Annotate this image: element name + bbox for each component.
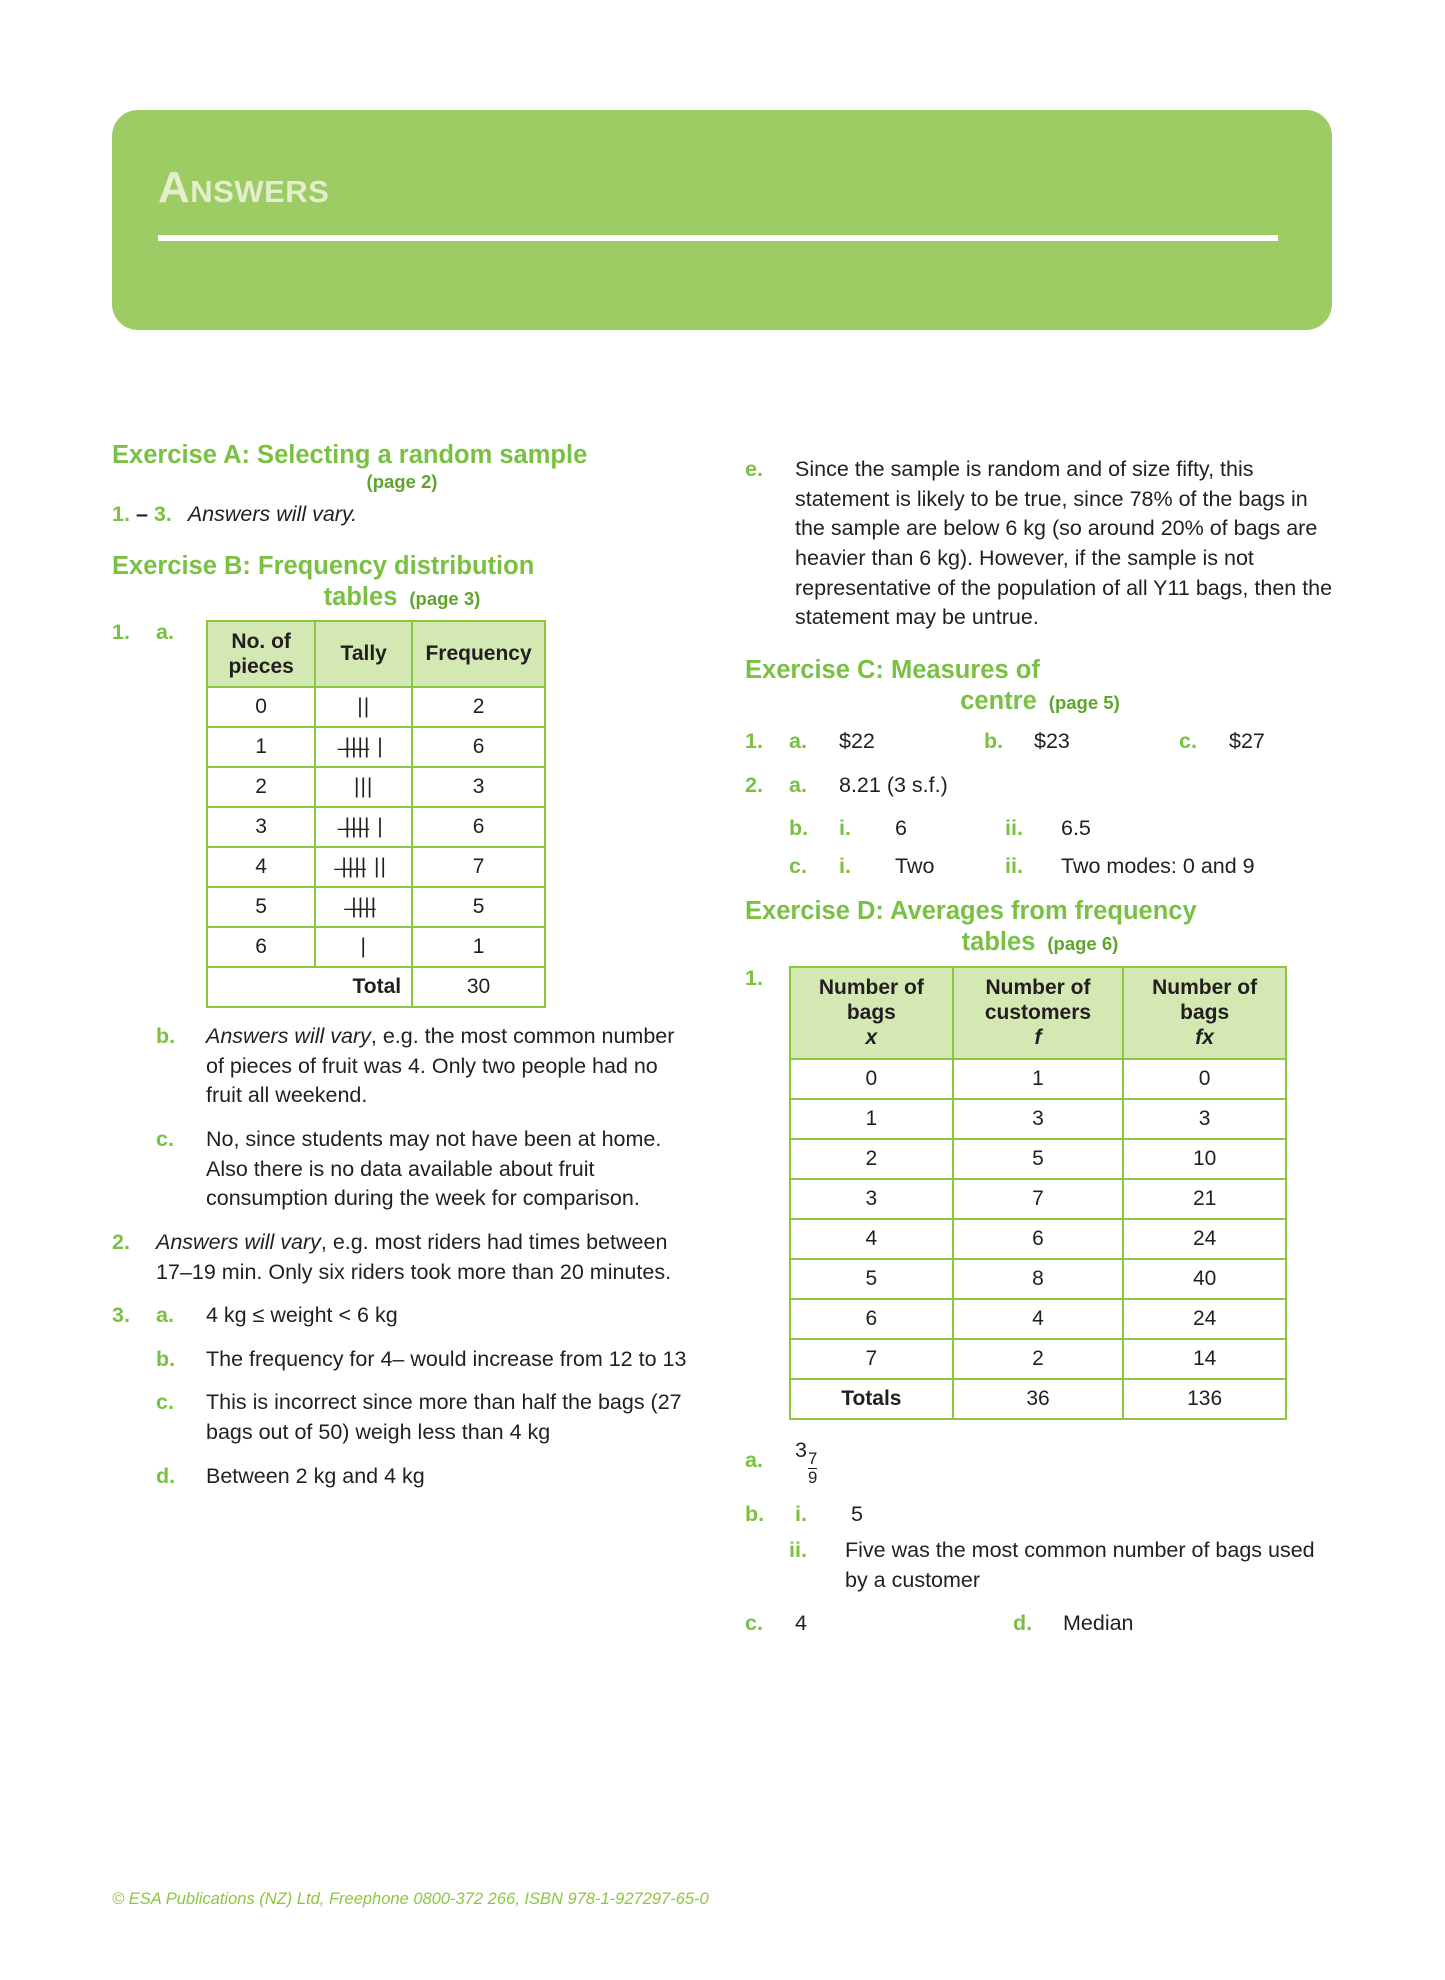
- question-number-1: 1.: [112, 619, 130, 644]
- cell-frequency: 2: [412, 687, 545, 727]
- cell-x: 6: [790, 1299, 953, 1339]
- cell-tally: ̶|̶|̶|̶| ||: [315, 847, 412, 887]
- header-frequency: Frequency: [412, 621, 545, 687]
- answer-3e: [745, 455, 1335, 633]
- answer-value-a: $22: [839, 729, 875, 754]
- exercise-a-pageref: (page 2): [366, 471, 438, 493]
- exercise-c-subtitle: centre: [960, 687, 1037, 716]
- answer-letter-b: b.: [745, 1502, 765, 1527]
- answer-value: 8.21 (3 s.f.): [839, 772, 948, 797]
- answer-roman-i: i.: [795, 1502, 807, 1527]
- answer-text-rest: , e.g. most riders had times between 17–19 min. Only six riders took more than 20 minutes.: [156, 1229, 672, 1284]
- answer-value-d: Median: [1063, 1611, 1134, 1636]
- cell-f: 8: [953, 1259, 1124, 1299]
- exercise-d-title-line1: Exercise D: Averages from frequency: [745, 896, 1197, 925]
- right-column: [745, 455, 1335, 1653]
- answer-c2c: [789, 852, 1335, 882]
- cell-frequency: 1: [412, 927, 545, 967]
- exercise-d-title-line2: [745, 927, 1335, 958]
- totals-f: 36: [953, 1379, 1124, 1419]
- table-row: [790, 1259, 1286, 1299]
- answer-d-a: [745, 1436, 1335, 1487]
- answer-roman-ii: ii.: [1005, 816, 1023, 841]
- answer-value-ii: Two modes: 0 and 9: [1061, 854, 1255, 879]
- total-value: 30: [412, 967, 545, 1007]
- cell-tally: ̶|̶|̶|̶| |: [315, 727, 412, 767]
- table-header-row: [790, 967, 1286, 1059]
- cell-x: 7: [790, 1339, 953, 1379]
- header-tally: Tally: [315, 621, 412, 687]
- fraction: [808, 1450, 817, 1486]
- cell-pieces: 0: [207, 687, 315, 727]
- answer-c2b: [789, 814, 1335, 844]
- exercise-c-heading: [745, 655, 1335, 717]
- answer-roman-i: i.: [839, 854, 851, 879]
- totals-label: Totals: [790, 1379, 953, 1419]
- answer-text-italic: Answers will vary: [206, 1023, 371, 1048]
- header-variable: fx: [1195, 1026, 1214, 1050]
- frequency-distribution-table: [206, 620, 546, 1008]
- fraction-denominator: 9: [807, 1467, 818, 1487]
- answer-text-rest: , e.g. the most common number of pieces of fruit was 4. Only two people had no fruit all weekend.: [206, 1023, 675, 1108]
- page-banner: [112, 110, 1332, 330]
- answer-text: The frequency for 4– would increase from 12 to 13: [206, 1346, 687, 1371]
- table-header-row: [207, 621, 545, 687]
- answer-letter-e: e.: [745, 457, 763, 481]
- cell-pieces: 3: [207, 807, 315, 847]
- table-row: [790, 1219, 1286, 1259]
- table-row: [790, 1099, 1286, 1139]
- exercise-d-pageref: (page 6): [1047, 932, 1119, 954]
- cell-f: 3: [953, 1099, 1124, 1139]
- table-row: [207, 887, 545, 927]
- answer-text: [206, 1022, 692, 1111]
- total-label: Total: [207, 967, 412, 1007]
- header-title: Number of bags: [818, 976, 924, 1025]
- answer-letter-d: d.: [1013, 1611, 1033, 1636]
- answer-3a: [112, 1301, 692, 1331]
- header-number-of-bags-x: [790, 967, 953, 1059]
- cell-x: 2: [790, 1139, 953, 1179]
- table-row: [207, 807, 545, 847]
- cell-tally: ̶|̶|̶|̶| |: [315, 807, 412, 847]
- table-row: [207, 727, 545, 767]
- answer-d-b-i: [745, 1500, 1335, 1530]
- header-variable: x: [865, 1026, 878, 1050]
- cell-pieces: 4: [207, 847, 315, 887]
- table-total-row: [207, 967, 545, 1007]
- answer-value-i: Two: [895, 854, 935, 879]
- answer-text: No, since students may not have been at home. Also there is no data available about fruit consumption during the week for comparison.: [206, 1126, 662, 1211]
- question-number-3: 3.: [112, 1303, 130, 1328]
- cell-f: 6: [953, 1219, 1124, 1259]
- answer-letter-b: b.: [789, 816, 809, 841]
- answer-value-i: 6: [895, 816, 907, 841]
- answer-letter-d: d.: [156, 1463, 176, 1488]
- cell-f: 7: [953, 1179, 1124, 1219]
- cell-x: 4: [790, 1219, 953, 1259]
- answer-value-mixed-fraction: [795, 1436, 1335, 1487]
- totals-fx: 136: [1123, 1379, 1286, 1419]
- answer-roman-ii: ii.: [789, 1537, 807, 1562]
- cell-fx: 24: [1123, 1219, 1286, 1259]
- cell-frequency: 6: [412, 807, 545, 847]
- answer-1c: [156, 1125, 692, 1214]
- answer-letter-c: c.: [745, 1611, 763, 1636]
- cell-pieces: 6: [207, 927, 315, 967]
- cell-fx: 40: [1123, 1259, 1286, 1299]
- question-number-2: 2.: [745, 772, 763, 797]
- cell-x: 5: [790, 1259, 953, 1299]
- answer-letter-c: c.: [789, 854, 807, 879]
- answer-letter-a: a.: [789, 772, 807, 797]
- exercise-b-title-line1: Exercise B: Frequency distribution: [112, 552, 535, 581]
- answer-3c: [156, 1388, 692, 1447]
- cell-f: 2: [953, 1339, 1124, 1379]
- table-row: [790, 1139, 1286, 1179]
- table-totals-row: [790, 1379, 1286, 1419]
- exercise-b-pageref: (page 3): [409, 588, 481, 610]
- answer-value-ii: 6.5: [1061, 816, 1091, 841]
- table-row: [207, 767, 545, 807]
- header-number-of-customers-f: [953, 967, 1124, 1059]
- cell-fx: 10: [1123, 1139, 1286, 1179]
- item-number-1: 1.: [112, 501, 130, 526]
- cell-fx: 14: [1123, 1339, 1286, 1379]
- answer-d-c-d: [745, 1609, 1335, 1639]
- answer-roman-i: i.: [839, 816, 851, 841]
- table-row: [207, 847, 545, 887]
- question-letter-a: a.: [156, 619, 174, 644]
- header-variable: f: [1034, 1026, 1042, 1050]
- cell-f: 4: [953, 1299, 1124, 1339]
- cell-frequency: 3: [412, 767, 545, 807]
- question-number-2: 2.: [112, 1229, 130, 1254]
- page-title: Answers: [158, 163, 330, 212]
- answer-roman-ii: ii.: [1005, 854, 1023, 879]
- cell-x: 1: [790, 1099, 953, 1139]
- answer-value-c: 4: [795, 1611, 807, 1636]
- page-footer: © ESA Publications (NZ) Ltd, Freephone 0800-372 266, ISBN 978-1-927297-65-0: [112, 1890, 709, 1908]
- answer-text: Since the sample is random and of size fifty, this statement is likely to be true, since 78% of the bags in the sample are below 6 kg (so around 20% of bags are heavier than 6 kg). However, if the sample is not representative of the population of all Y11 bags, then the statement may be untrue.: [795, 457, 1333, 630]
- answer-3d: [156, 1462, 692, 1492]
- exercise-c-title-line2: [745, 686, 1335, 717]
- cell-tally: ||: [315, 687, 412, 727]
- cell-fx: 0: [1123, 1059, 1286, 1099]
- answer-value-b: $23: [1034, 729, 1070, 754]
- item-number-3: 3.: [153, 501, 172, 526]
- answer-2: [112, 1228, 692, 1287]
- exercise-b-title-line2: [112, 582, 692, 613]
- table-row: [207, 927, 545, 967]
- answer-text: 4 kg ≤ weight < 6 kg: [206, 1303, 398, 1328]
- header-number-of-bags-fx: [1123, 967, 1286, 1059]
- header-title: Number of customers: [984, 976, 1092, 1025]
- cell-pieces: 1: [207, 727, 315, 767]
- answer-d-b-ii: [789, 1536, 1335, 1595]
- question-number-1: 1.: [745, 966, 763, 990]
- cell-fx: 24: [1123, 1299, 1286, 1339]
- cell-frequency: 5: [412, 887, 545, 927]
- answer-letter-c: c.: [156, 1390, 174, 1415]
- cell-pieces: 2: [207, 767, 315, 807]
- answer-1b: [156, 1022, 692, 1111]
- header-no-of-pieces: No. of pieces: [207, 621, 315, 687]
- cell-fx: 21: [1123, 1179, 1286, 1219]
- answer-value-c: $27: [1229, 729, 1265, 754]
- cell-tally: ̶|̶|̶|̶|: [315, 887, 412, 927]
- answer-letter-b: b.: [156, 1346, 176, 1371]
- answer-text: [156, 1228, 692, 1287]
- cell-f: 1: [953, 1059, 1124, 1099]
- cell-x: 3: [790, 1179, 953, 1219]
- answer-letter-a: a.: [789, 729, 807, 754]
- table-row: [790, 1339, 1286, 1379]
- exercise-b-heading: [112, 551, 692, 613]
- averages-frequency-table: [789, 966, 1287, 1420]
- exercise-a-title: Exercise A: Selecting a random sample: [112, 441, 588, 469]
- table-row: [790, 1179, 1286, 1219]
- answer-value-ii: Five was the most common number of bags used by a customer: [845, 1537, 1315, 1592]
- fraction-numerator: 7: [807, 1449, 818, 1469]
- answer-a-1to3: [112, 500, 692, 530]
- exercise-c-pageref: (page 5): [1048, 692, 1120, 714]
- table-row: [790, 1059, 1286, 1099]
- table-row: [790, 1299, 1286, 1339]
- range-dash: –: [135, 501, 148, 526]
- answer-text: Between 2 kg and 4 kg: [206, 1463, 425, 1488]
- answer-text: This is incorrect since more than half the bags (27 bags out of 50) weigh less than 4 kg: [206, 1390, 682, 1445]
- exercise-b-subtitle: tables: [323, 583, 398, 612]
- answer-value-i: 5: [851, 1502, 863, 1527]
- cell-tally: |: [315, 927, 412, 967]
- header-title: Number of bags: [1152, 976, 1258, 1025]
- table-body: [790, 1059, 1286, 1419]
- cell-frequency: 7: [412, 847, 545, 887]
- cell-frequency: 6: [412, 727, 545, 767]
- answer-letter-a: a.: [745, 1448, 763, 1473]
- cell-f: 5: [953, 1139, 1124, 1179]
- exercise-c-title-line1: Exercise C: Measures of: [745, 655, 1040, 684]
- answer-c1: [745, 727, 1335, 757]
- fraction-whole: 3: [795, 1437, 807, 1462]
- answer-letter-b: b.: [156, 1023, 176, 1048]
- answer-letter-a: a.: [156, 1303, 174, 1328]
- answer-letter-b: b.: [984, 729, 1004, 754]
- answer-c2a: [745, 771, 1335, 801]
- cell-tally: |||: [315, 767, 412, 807]
- cell-fx: 3: [1123, 1099, 1286, 1139]
- answer-letter-c: c.: [1179, 729, 1197, 754]
- cell-x: 0: [790, 1059, 953, 1099]
- answer-3b: [156, 1345, 692, 1375]
- left-column: [112, 440, 692, 1505]
- table-row: [207, 687, 545, 727]
- exercise-d-heading: [745, 896, 1335, 958]
- cell-pieces: 5: [207, 887, 315, 927]
- banner-divider: [158, 235, 1278, 241]
- answer-text-italic: Answers will vary: [156, 1229, 321, 1254]
- exercise-d-subtitle: tables: [961, 927, 1036, 956]
- table-body: [207, 687, 545, 1007]
- question-number-1: 1.: [745, 729, 763, 754]
- answer-letter-c: c.: [156, 1126, 174, 1151]
- exercise-a-heading: [112, 440, 692, 494]
- answer-text: Answers will vary.: [187, 501, 358, 526]
